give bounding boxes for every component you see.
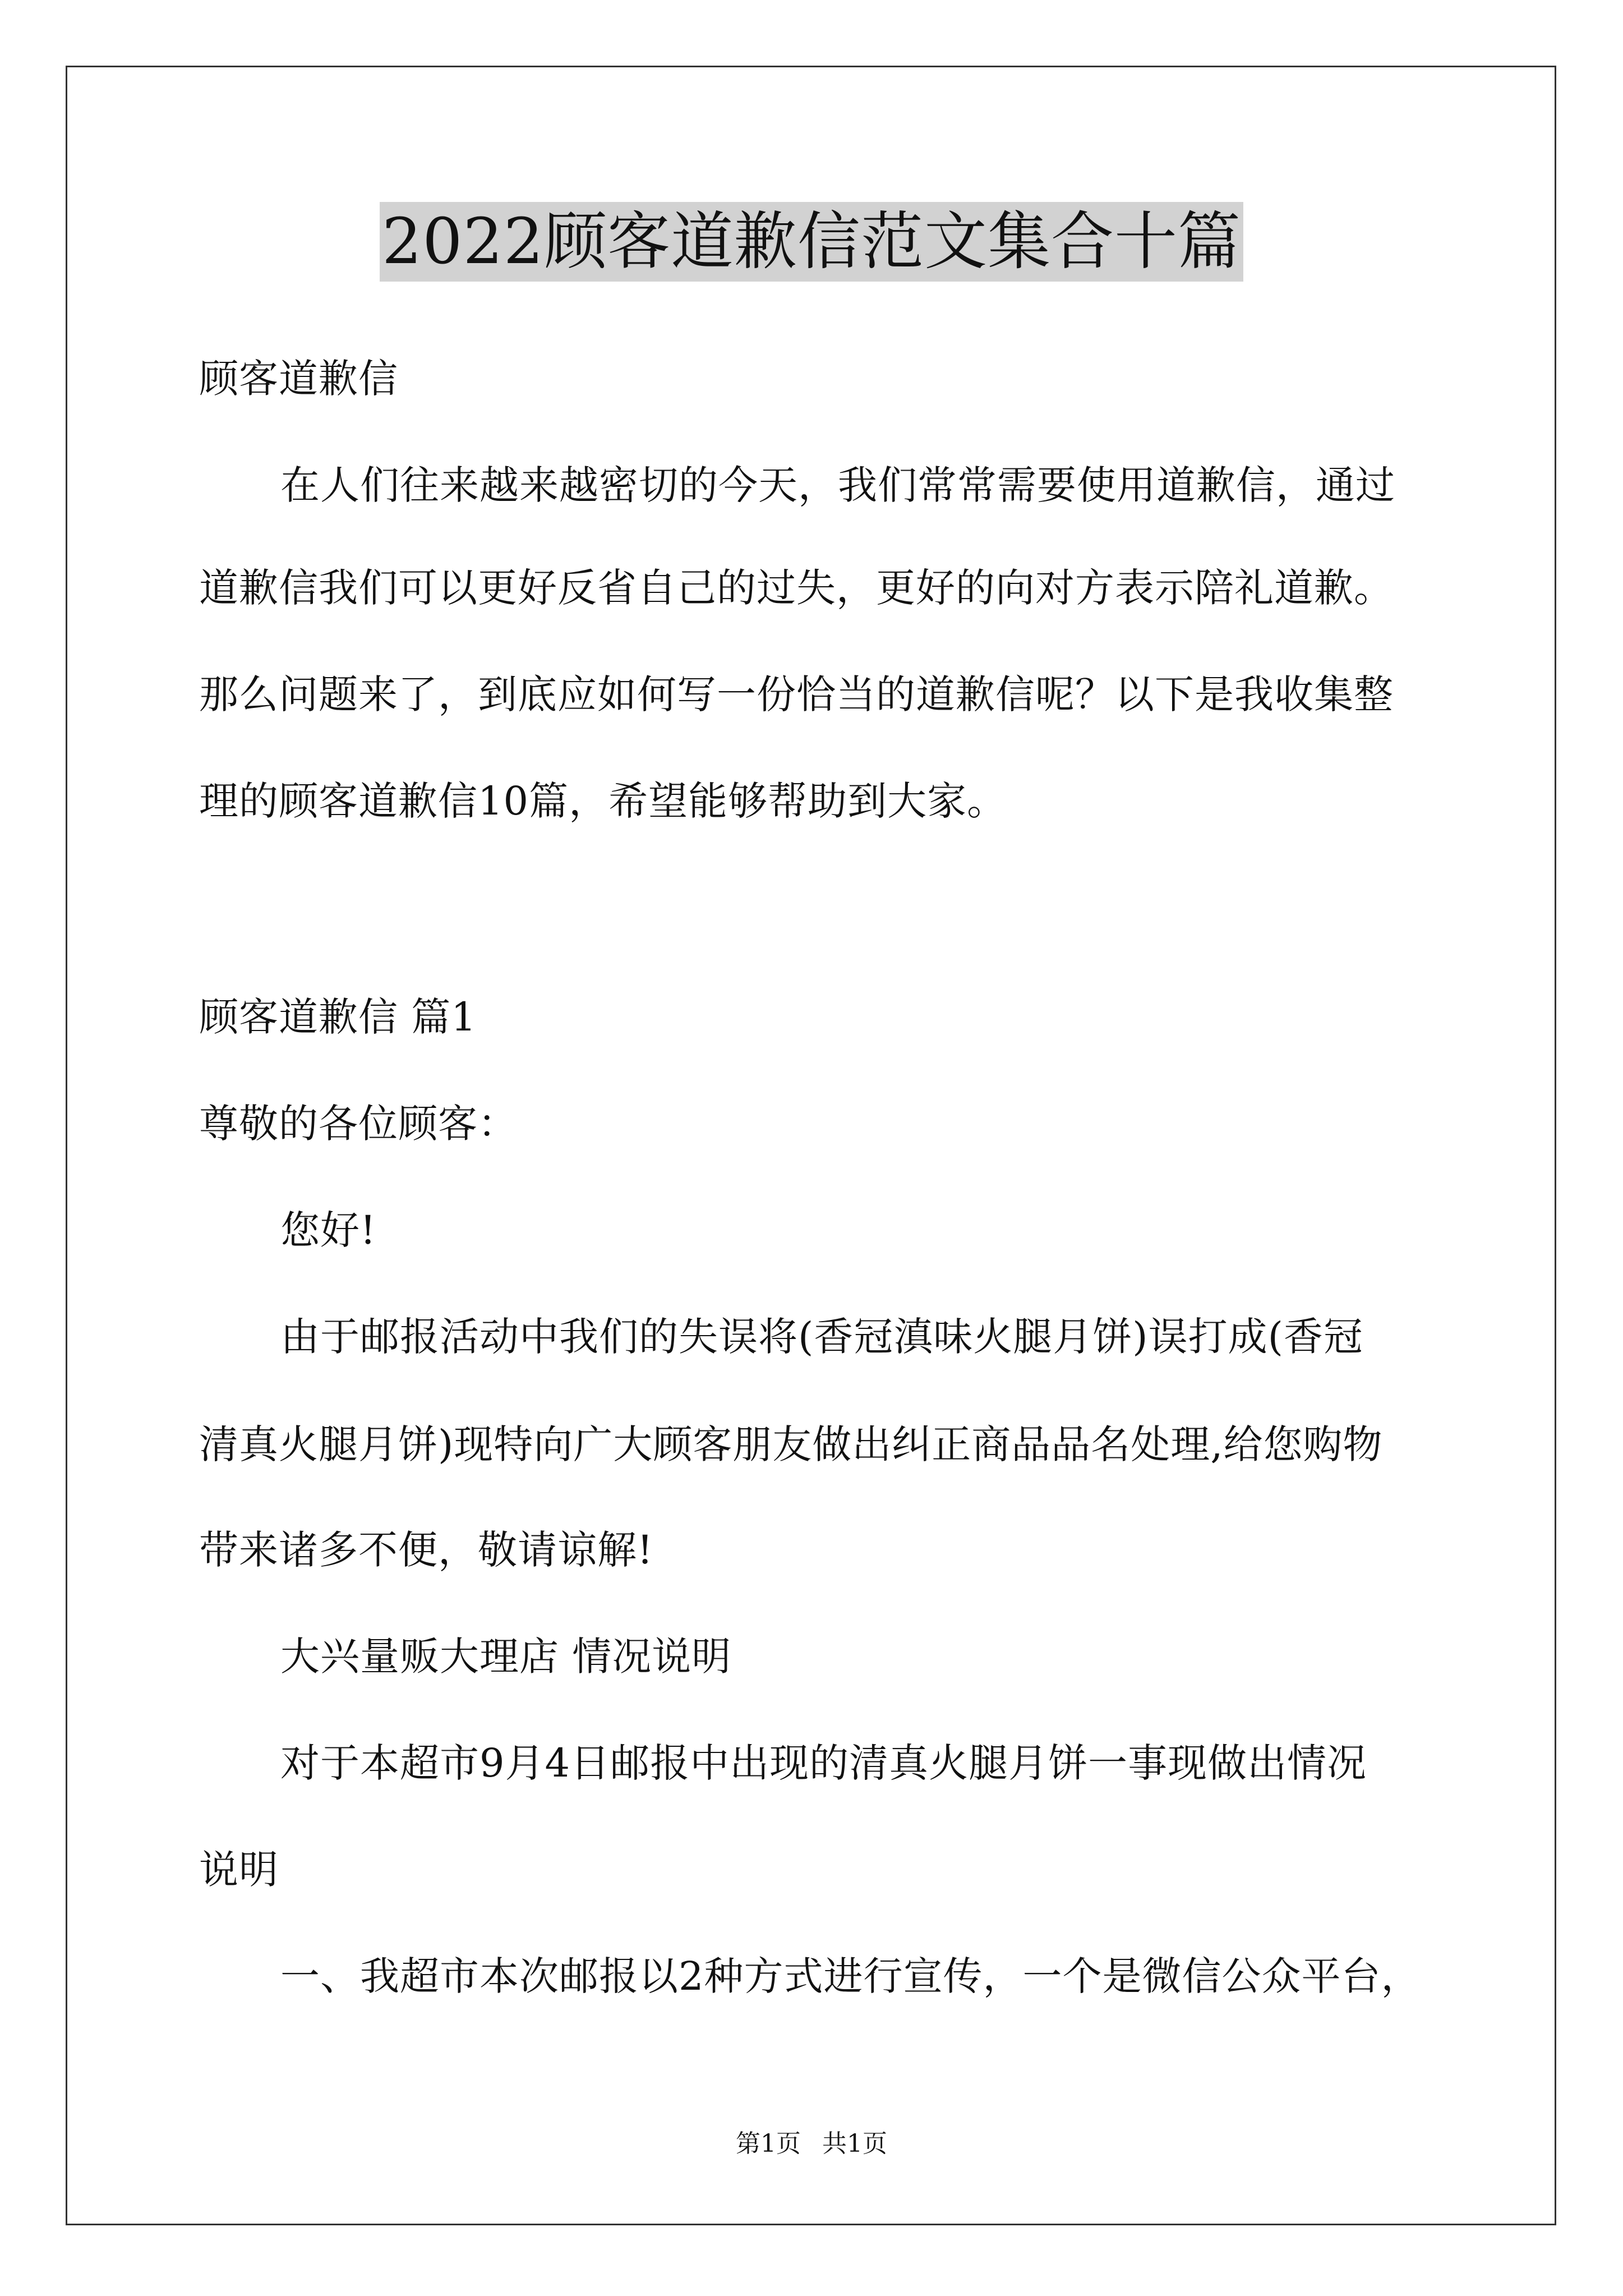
title-container	[0, 202, 1623, 282]
paragraph-line: 带来诸多不便，敬请谅解!	[199, 1527, 654, 1573]
paragraph-line: 那么问题来了，到底应如何写一份恰当的道歉信呢？以下是我收集整	[199, 671, 1394, 717]
paragraph-line: 道歉信我们可以更好反省自己的过失，更好的向对方表示陪礼道歉。	[199, 565, 1394, 611]
paragraph-line: 一、我超市本次邮报以2种方式进行宣传，一个是微信公众平台，	[280, 1953, 1421, 1999]
paragraph-line: 清真火腿月饼)现特向广大顾客朋友做出纠正商品品名处理,给您购物	[199, 1421, 1383, 1467]
paragraph-line: 对于本超市9月4日邮报中出现的清真火腿月饼一事现做出情况	[280, 1740, 1367, 1786]
paragraph-line: 在人们往来越来越密切的今天，我们常常需要使用道歉信，通过	[280, 462, 1395, 508]
salutation: 尊敬的各位顾客：	[199, 1101, 518, 1147]
paragraph-line: 理的顾客道歉信10篇，希望能够帮助到大家。	[199, 778, 1007, 824]
section-heading: 顾客道歉信 篇1	[199, 994, 477, 1040]
paragraph-line: 由于邮报活动中我们的失误将(香冠滇味火腿月饼)误打成(香冠	[280, 1314, 1363, 1360]
document-title: 2022顾客道歉信范文集合十篇	[380, 202, 1243, 282]
paragraph-line: 大兴量贩大理店 情况说明	[280, 1634, 732, 1680]
page-footer	[0, 2127, 1623, 2161]
greeting: 您好!	[280, 1207, 377, 1253]
page-total: 共1页	[822, 2129, 887, 2158]
paragraph-line: 说明	[199, 1847, 279, 1893]
section-heading: 顾客道歉信	[199, 356, 398, 402]
page-number: 第1页	[736, 2129, 801, 2158]
